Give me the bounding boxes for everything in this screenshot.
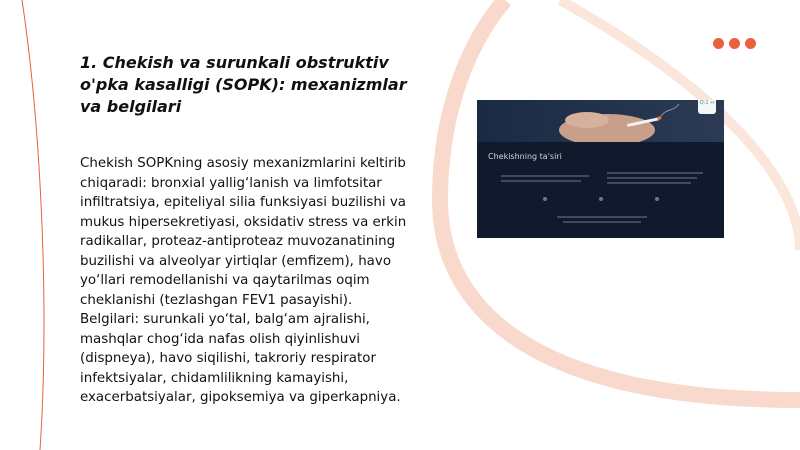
left-edge-line <box>22 0 44 450</box>
thumbnail-badge: Q:1 ↔ <box>698 100 716 114</box>
decorative-dot-icon <box>745 38 756 49</box>
thumbnail-caption: Chekishning ta'siri <box>488 152 562 161</box>
decorative-dot-icon <box>729 38 740 49</box>
decorative-dot-icon <box>713 38 724 49</box>
decorative-dots <box>713 38 756 49</box>
slide-body-text: Chekish SOPKning asosiy mexanizmlarini keltirib chiqaradi: bronxial yallig‘lanish va limfotsitar infiltratsiya, epiteliyal silia funksiyasi buzilishi va mukus hipersekretiyasi, oksidativ stress va erkin radikallar, proteaz-antiproteaz muvozanatining buzilishi va alveolyar yirtiqlar (emfizem), havo yo‘llari remodellanishi va qaytarilmas oqim cheklanishi (tezlashgan FEV1 pasayishi). Belgilari: surunkali yo‘tal, balg‘am ajralishi, mashqlar chog‘ida nafas olish qiyinlishuvi (dispneya), havo siqilishi, takroriy respirator infektsiyalar, chidamlilikning kamayishi, exacerbatsiyalar, gipoksemiya va giperkapniya. <box>80 156 407 405</box>
thumbnail-text-lines <box>477 100 724 238</box>
slide-image <box>477 100 724 238</box>
slide-title: 1. Chekish va surunkali obstruktiv o'pka kasalligi (SOPK): mexanizmlar va belgilari <box>80 53 407 116</box>
